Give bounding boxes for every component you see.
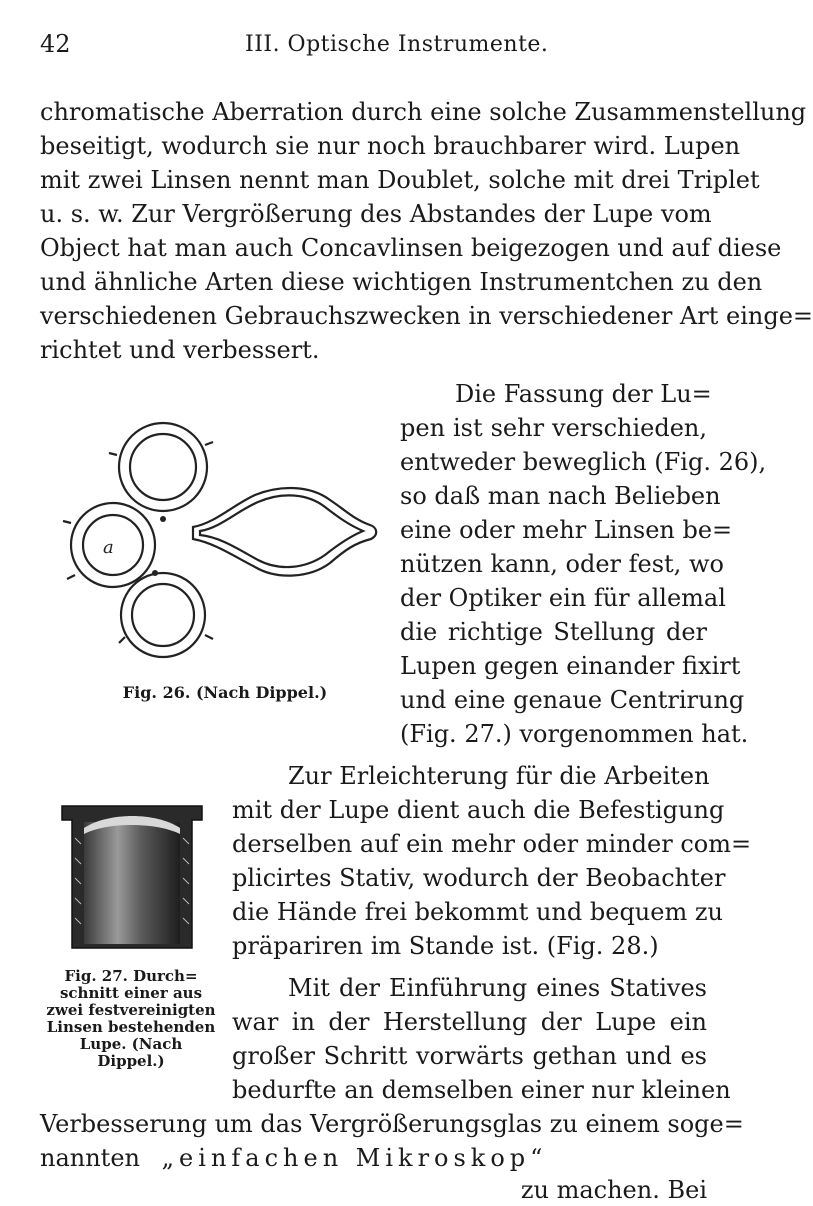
text-line: bedurfte an demselben einer nur kleinen	[232, 1076, 731, 1104]
text-line: derselben auf ein mehr oder minder com=	[232, 830, 752, 858]
page-header	[40, 28, 700, 68]
text-line: Mit der Einführung eines Statives	[288, 974, 707, 1002]
text-line: nützen kann, oder fest, wo	[400, 550, 724, 578]
text-line: verschiedenen Gebrauchszwecken in verschiedener Art einge=	[40, 302, 813, 330]
text-line: entweder beweglich (Fig. 26),	[400, 448, 767, 476]
text-line: präpariren im Stande ist. (Fig. 28.)	[232, 932, 659, 960]
text-line: und ähnliche Arten diese wichtigen Instrumentchen zu den	[40, 268, 763, 296]
text-line: großer Schritt vorwärts gethan und es	[232, 1042, 707, 1070]
text-line: Die Fassung der Lu=	[455, 380, 712, 408]
page-number: 42	[40, 30, 71, 58]
text-line: richtet und verbessert.	[40, 336, 320, 364]
text-line: war in der Herstellung der Lupe ein	[232, 1008, 707, 1036]
caption-line: Linsen bestehenden	[46, 1018, 216, 1036]
figure-26-loupe-illustration	[55, 415, 385, 655]
text-line: so daß man nach Belieben	[400, 482, 721, 510]
text-line: mit zwei Linsen nennt man Doublet, solche mit drei Triplet	[40, 166, 760, 194]
caption-line: Fig. 27. Durch=	[64, 967, 198, 985]
running-head: III. Optische Instrumente.	[245, 32, 549, 57]
text-segment: zu machen. Bei	[520, 1176, 707, 1204]
text-line: eine oder mehr Linsen be=	[400, 516, 733, 544]
text-line: die Hände frei bekommt und bequem zu	[232, 898, 723, 926]
text-line: plicirtes Stativ, wodurch der Beobachter	[232, 864, 726, 892]
caption-line: Lupe. (Nach	[79, 1035, 183, 1053]
caption-line: Dippel.)	[97, 1052, 165, 1070]
text-line: Zur Erleichterung für die Arbeiten	[288, 762, 710, 790]
text-line: u. s. w. Zur Vergrößerung des Abstandes der Lupe vom	[40, 200, 712, 228]
text-line: die richtige Stellung der	[400, 618, 707, 646]
text-line: (Fig. 27.) vorgenommen hat.	[400, 720, 749, 748]
text-line: der Optiker ein für allemal	[400, 584, 726, 612]
caption-line: schnitt einer aus	[59, 984, 203, 1002]
caption-line: zwei festvereinigten	[46, 1001, 216, 1019]
emphasized-term: „einfachen Mikroskop“	[161, 1144, 548, 1172]
text-line: beseitigt, wodurch sie nur noch brauchbarer wird. Lupen	[40, 132, 741, 160]
text-line: und eine genaue Centrirung	[400, 686, 745, 714]
text-line: mit der Lupe dient auch die Befestigung	[232, 796, 725, 824]
text-line: chromatische Aberration durch eine solche Zusammenstellung	[40, 98, 807, 126]
text-line-final	[40, 1142, 707, 1206]
text-line: pen ist sehr verschieden,	[400, 414, 707, 442]
text-line: Verbesserung um das Vergrößerungsglas zu einem soge=	[40, 1110, 744, 1138]
text-line: Object hat man auch Concavlinsen beigezogen und auf diese	[40, 234, 782, 262]
figure-27-cross-section-illustration	[58, 798, 206, 956]
figure-26-caption: Fig. 26. (Nach Dippel.)	[122, 683, 328, 702]
text-line: Lupen gegen einander fixirt	[400, 652, 741, 680]
figure-26-lens-label: a	[103, 537, 114, 558]
text-segment: nannten	[40, 1144, 140, 1172]
